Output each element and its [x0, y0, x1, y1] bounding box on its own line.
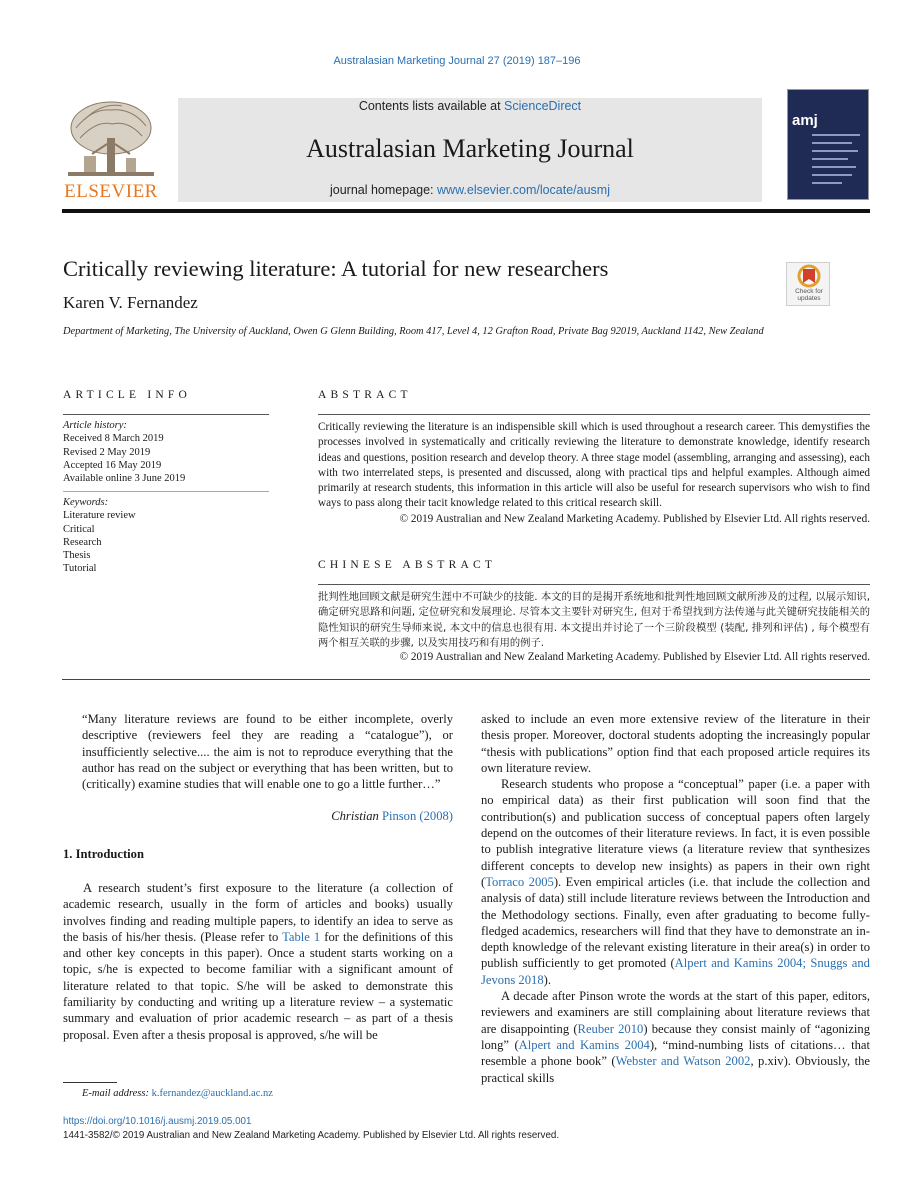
pinson-citation-link[interactable]: Pinson (2008)	[381, 809, 453, 823]
chinese-abstract-rule	[318, 584, 870, 585]
right-column	[481, 711, 870, 1086]
paragraph: Research students who propose a “conceptual” paper (i.e. a paper with no empirical data) as their first publication will soon find that the contribution(s) and publication success of conceptual papers often largely depend on the outcomes of their literature reviews. In fact, it is even possible to publish integrative literature views (a literature review that synthesizes different concepts to develop new insights) as papers in their own right (Torraco 2005). Even empirical articles (i.e. that include the collection and analysis of data) still include literature reviews between the Introduction and the Methodology sections. Finally, even after graduating to become fully-fledged academics, researchers will find that they have to demonstrate an in-depth knowledge of the relevant existing literature in their area(s) in order to publish sufficiently to get promoted (Alpert and Kamins 2004; Snuggs and Jevons 2018).	[481, 777, 870, 987]
section-heading-introduction: 1. Introduction	[63, 847, 144, 861]
chinese-abstract-heading: CHINESE ABSTRACT	[318, 559, 497, 571]
keywords-label: Keywords:	[63, 497, 109, 508]
abstract-heading: ABSTRACT	[318, 389, 412, 401]
keywords-rule	[63, 491, 269, 492]
footnote-rule	[63, 1082, 117, 1083]
online-date: Available online 3 June 2019	[63, 473, 186, 485]
cover-logo: amj	[792, 112, 818, 129]
journal-header-box	[178, 98, 762, 202]
author-email-footnote: E-mail address: k.fernandez@auckland.ac.nz	[82, 1088, 273, 1099]
table1-link[interactable]: Table 1	[282, 929, 321, 944]
journal-homepage-link[interactable]: www.elsevier.com/locate/ausmj	[437, 183, 610, 197]
article-info-heading: ARTICLE INFO	[63, 389, 191, 401]
abstract-body	[318, 420, 870, 527]
keyword-item[interactable]: Research	[63, 536, 102, 548]
epigraph-attribution: Christian Pinson (2008)	[331, 809, 453, 823]
received-date: Received 8 March 2019	[63, 433, 164, 445]
chinese-abstract-copyright: © 2019 Australian and New Zealand Marketing Academy. Published by Elsevier Ltd. All rights reserved.	[399, 651, 870, 663]
introduction-paragraph: A research student’s first exposure to the literature (a collection of academic research, usually in the form of articles and books) usually involves finding and reading multiple papers, to identify an idea to serve as the basis of his/her thesis. (Please refer to Table 1 for the definitions of this and other key concepts in this paper). Once a student starts working on a topic, s/he is expected to become familiar with a significant amount of literature related to that topic. S/he will be asked to demonstrate this familiarity by conducting and writing up a literature review – a systematic summary and evaluation of prior academic research – as part of a thesis proposal. Even after a thesis proposal is approved, s/he will be	[63, 881, 454, 1042]
chinese-abstract-text: 批判性地回顾文献是研究生涯中不可缺少的技能. 本文的目的是揭开系统地和批判性地回顾文献所涉及的过程, 以展示知识, 确定研究思路和问题, 定位研究和发展理论. 尽管本文主要针对研究生, 但对于希望找到方法传递与此关键研究技能相关的隐性知识的研究生导师来说, 本文中的信息也很有用. 本文提出并讨论了一个三阶段模型 (装配, 排列和评估) , 每个模型有两个相互关联的步骤, 以及实用技巧和有用的例子.	[318, 591, 870, 650]
author-email-link[interactable]: k.fernandez@auckland.ac.nz	[151, 1088, 273, 1099]
abstract-rule	[318, 414, 870, 415]
alpert-citation-link[interactable]: Alpert and Kamins 2004	[518, 1037, 650, 1052]
alpert-snuggs-citation-link[interactable]: Alpert and Kamins 2004; Snuggs and Jevons 2018	[481, 956, 870, 987]
journal-homepage-line: journal homepage: www.elsevier.com/locate/ausmj	[329, 183, 610, 197]
article-history	[63, 419, 269, 485]
article-info-rule	[63, 414, 269, 415]
author-affiliation: Department of Marketing, The University of Auckland, Owen G Glenn Building, Room 417, Level 4, 12 Grafton Road, Private Bag 92019, Auckland 1142, New Zealand	[63, 326, 764, 337]
article-title: Critically reviewing literature: A tutorial for new researchers	[63, 256, 609, 281]
keyword-item[interactable]: Literature review	[63, 510, 136, 522]
abstract-copyright: © 2019 Australian and New Zealand Marketing Academy. Published by Elsevier Ltd. All rights reserved.	[399, 512, 870, 525]
keywords	[63, 496, 269, 576]
history-label: Article history:	[63, 420, 127, 431]
header-divider	[62, 209, 870, 213]
accepted-date: Accepted 16 May 2019	[63, 459, 162, 471]
keyword-item[interactable]: Thesis	[63, 550, 91, 562]
epigraph-quote: “Many literature reviews are found to be either incomplete, overly descriptive (reviewers feel they are reading a “catalogue”), or insufficiently selective.... the aim is not to reproduce everything that the author has read on the subject or everything that has been written, but to (critically) examine studies that will enable one to go a little further…”	[82, 712, 453, 792]
journal-title: Australasian Marketing Journal	[306, 134, 634, 163]
check-updates-label: Check for updates	[795, 288, 823, 302]
sciencedirect-link[interactable]: ScienceDirect	[504, 99, 582, 113]
paragraph: A decade after Pinson wrote the words at the start of this paper, editors, reviewers and examiners are still complaining about literature reviews that are disappointing (Reuber 2010) because they consist mainly of “agonizing long” (Alpert and Kamins 2004), “mind-numbing lists of citations… that resemble a phone book” (Webster and Watson 2002, p.xiv). Obviously, the practical skills	[481, 989, 871, 1085]
check-for-updates-button[interactable]	[786, 262, 830, 306]
keyword-item[interactable]: Critical	[63, 523, 95, 535]
keyword-item[interactable]: Tutorial	[63, 563, 97, 575]
reuber-citation-link[interactable]: Reuber 2010	[577, 1021, 644, 1036]
author-name[interactable]: Karen V. Fernandez	[63, 293, 198, 312]
doi-link[interactable]: https://doi.org/10.1016/j.ausmj.2019.05.001	[63, 1116, 252, 1127]
journal-citation-link[interactable]: Australasian Marketing Journal 27 (2019) 187–196	[333, 55, 581, 67]
journal-cover-thumbnail[interactable]	[787, 89, 869, 200]
elsevier-wordmark: ELSEVIER	[64, 181, 158, 202]
body-divider	[62, 679, 870, 680]
contents-available-line: Contents lists available at ScienceDirect	[358, 99, 582, 113]
paragraph: asked to include an even more extensive review of the literature in their thesis proper. Moreover, doctoral students adopting the increasingly popular “thesis with publications” option find that each proposed article requires its own literature review.	[481, 712, 870, 775]
revised-date: Revised 2 May 2019	[63, 446, 151, 458]
abstract-text: Critically reviewing the literature is an indispensible skill which is used throughout a research career. This demystifies the processes involved in systematically and critically reviewing the literature to demonstrate knowledge, identify research ideas and questions, position research and develop theory. A three stage model (assembling, arranging and assessing), each with two interrelated steps, is presented and discussed, along with practical tips and helpful examples. Although aimed primarily at research students, this information in this article will also be useful for research supervisors who wish to find ways to pass along their tacit knowledge related to this critical research skill.	[318, 421, 870, 510]
issn-copyright: 1441-3582/© 2019 Australian and New Zealand Marketing Academy. Published by Elsevier Ltd. All rights reserved.	[63, 1130, 560, 1141]
bookmark-icon	[787, 263, 831, 289]
webster-citation-link[interactable]: Webster and Watson 2002	[615, 1054, 751, 1069]
torraco-citation-link[interactable]: Torraco 2005	[485, 874, 554, 889]
